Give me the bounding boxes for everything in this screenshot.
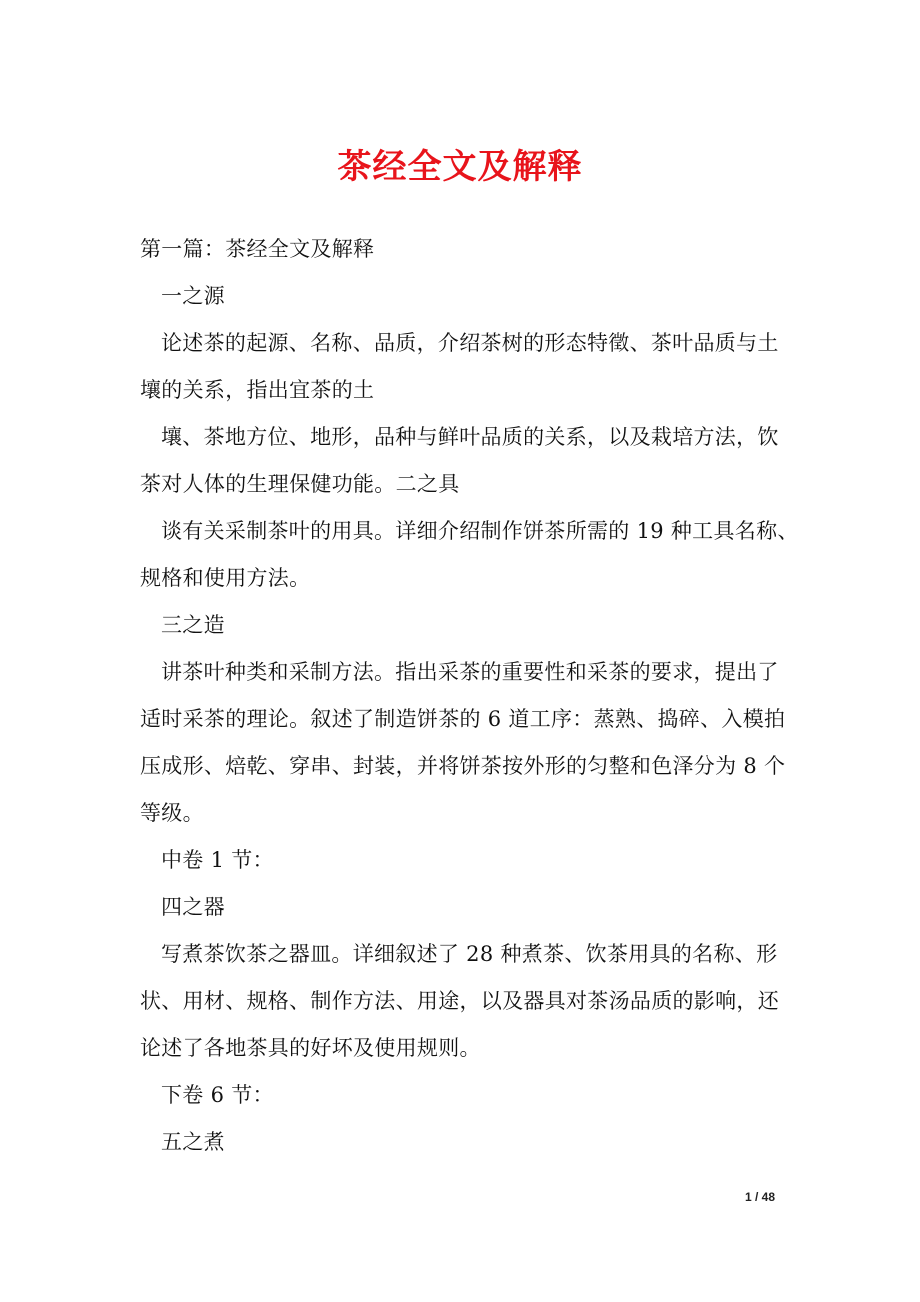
paragraph-line: 壤、茶地方位、地形，品种与鲜叶品质的关系，以及栽培方法，饮	[161, 425, 779, 449]
paragraph-line: 适时采茶的理论。叙述了制造饼茶的 6 道工序：蒸熟、捣碎、入模拍	[140, 707, 786, 731]
document-title: 茶经全文及解释	[337, 147, 583, 187]
page-number: 1 / 48	[744, 1190, 776, 1204]
volume-heading: 中卷 1 节：	[161, 848, 274, 872]
paragraph-line: 茶对人体的生理保健功能。二之具	[140, 472, 460, 496]
chapter-heading: 四之器	[161, 895, 225, 919]
paragraph-line: 等级。	[140, 801, 204, 825]
section-heading: 第一篇：茶经全文及解释	[140, 237, 375, 261]
volume-heading: 下卷 6 节：	[161, 1083, 274, 1107]
paragraph-line: 讲茶叶种类和采制方法。指出采茶的重要性和采茶的要求，提出了	[161, 660, 779, 684]
paragraph-line: 规格和使用方法。	[140, 566, 311, 590]
paragraph-line: 论述茶的起源、名称、品质，介绍茶树的形态特徵、茶叶品质与土	[161, 331, 779, 355]
paragraph-line: 写煮茶饮茶之器皿。详细叙述了 28 种煮茶、饮茶用具的名称、形	[161, 942, 778, 966]
chapter-heading: 五之煮	[161, 1130, 225, 1154]
paragraph-line: 论述了各地茶具的好坏及使用规则。	[140, 1036, 481, 1060]
document-body	[140, 226, 799, 1166]
paragraph-line: 压成形、焙乾、穿串、封装，并将饼茶按外形的匀整和色泽分为 8 个	[140, 754, 786, 778]
paragraph-line: 谈有关采制茶叶的用具。详细介绍制作饼茶所需的 19 种工具名称、	[161, 519, 799, 543]
paragraph-line: 壤的关系，指出宜茶的土	[140, 378, 375, 402]
paragraph-line: 状、用材、规格、制作方法、用途，以及器具对茶汤品质的影响，还	[140, 989, 779, 1013]
chapter-heading: 一之源	[161, 284, 225, 308]
chapter-heading: 三之造	[161, 613, 225, 637]
